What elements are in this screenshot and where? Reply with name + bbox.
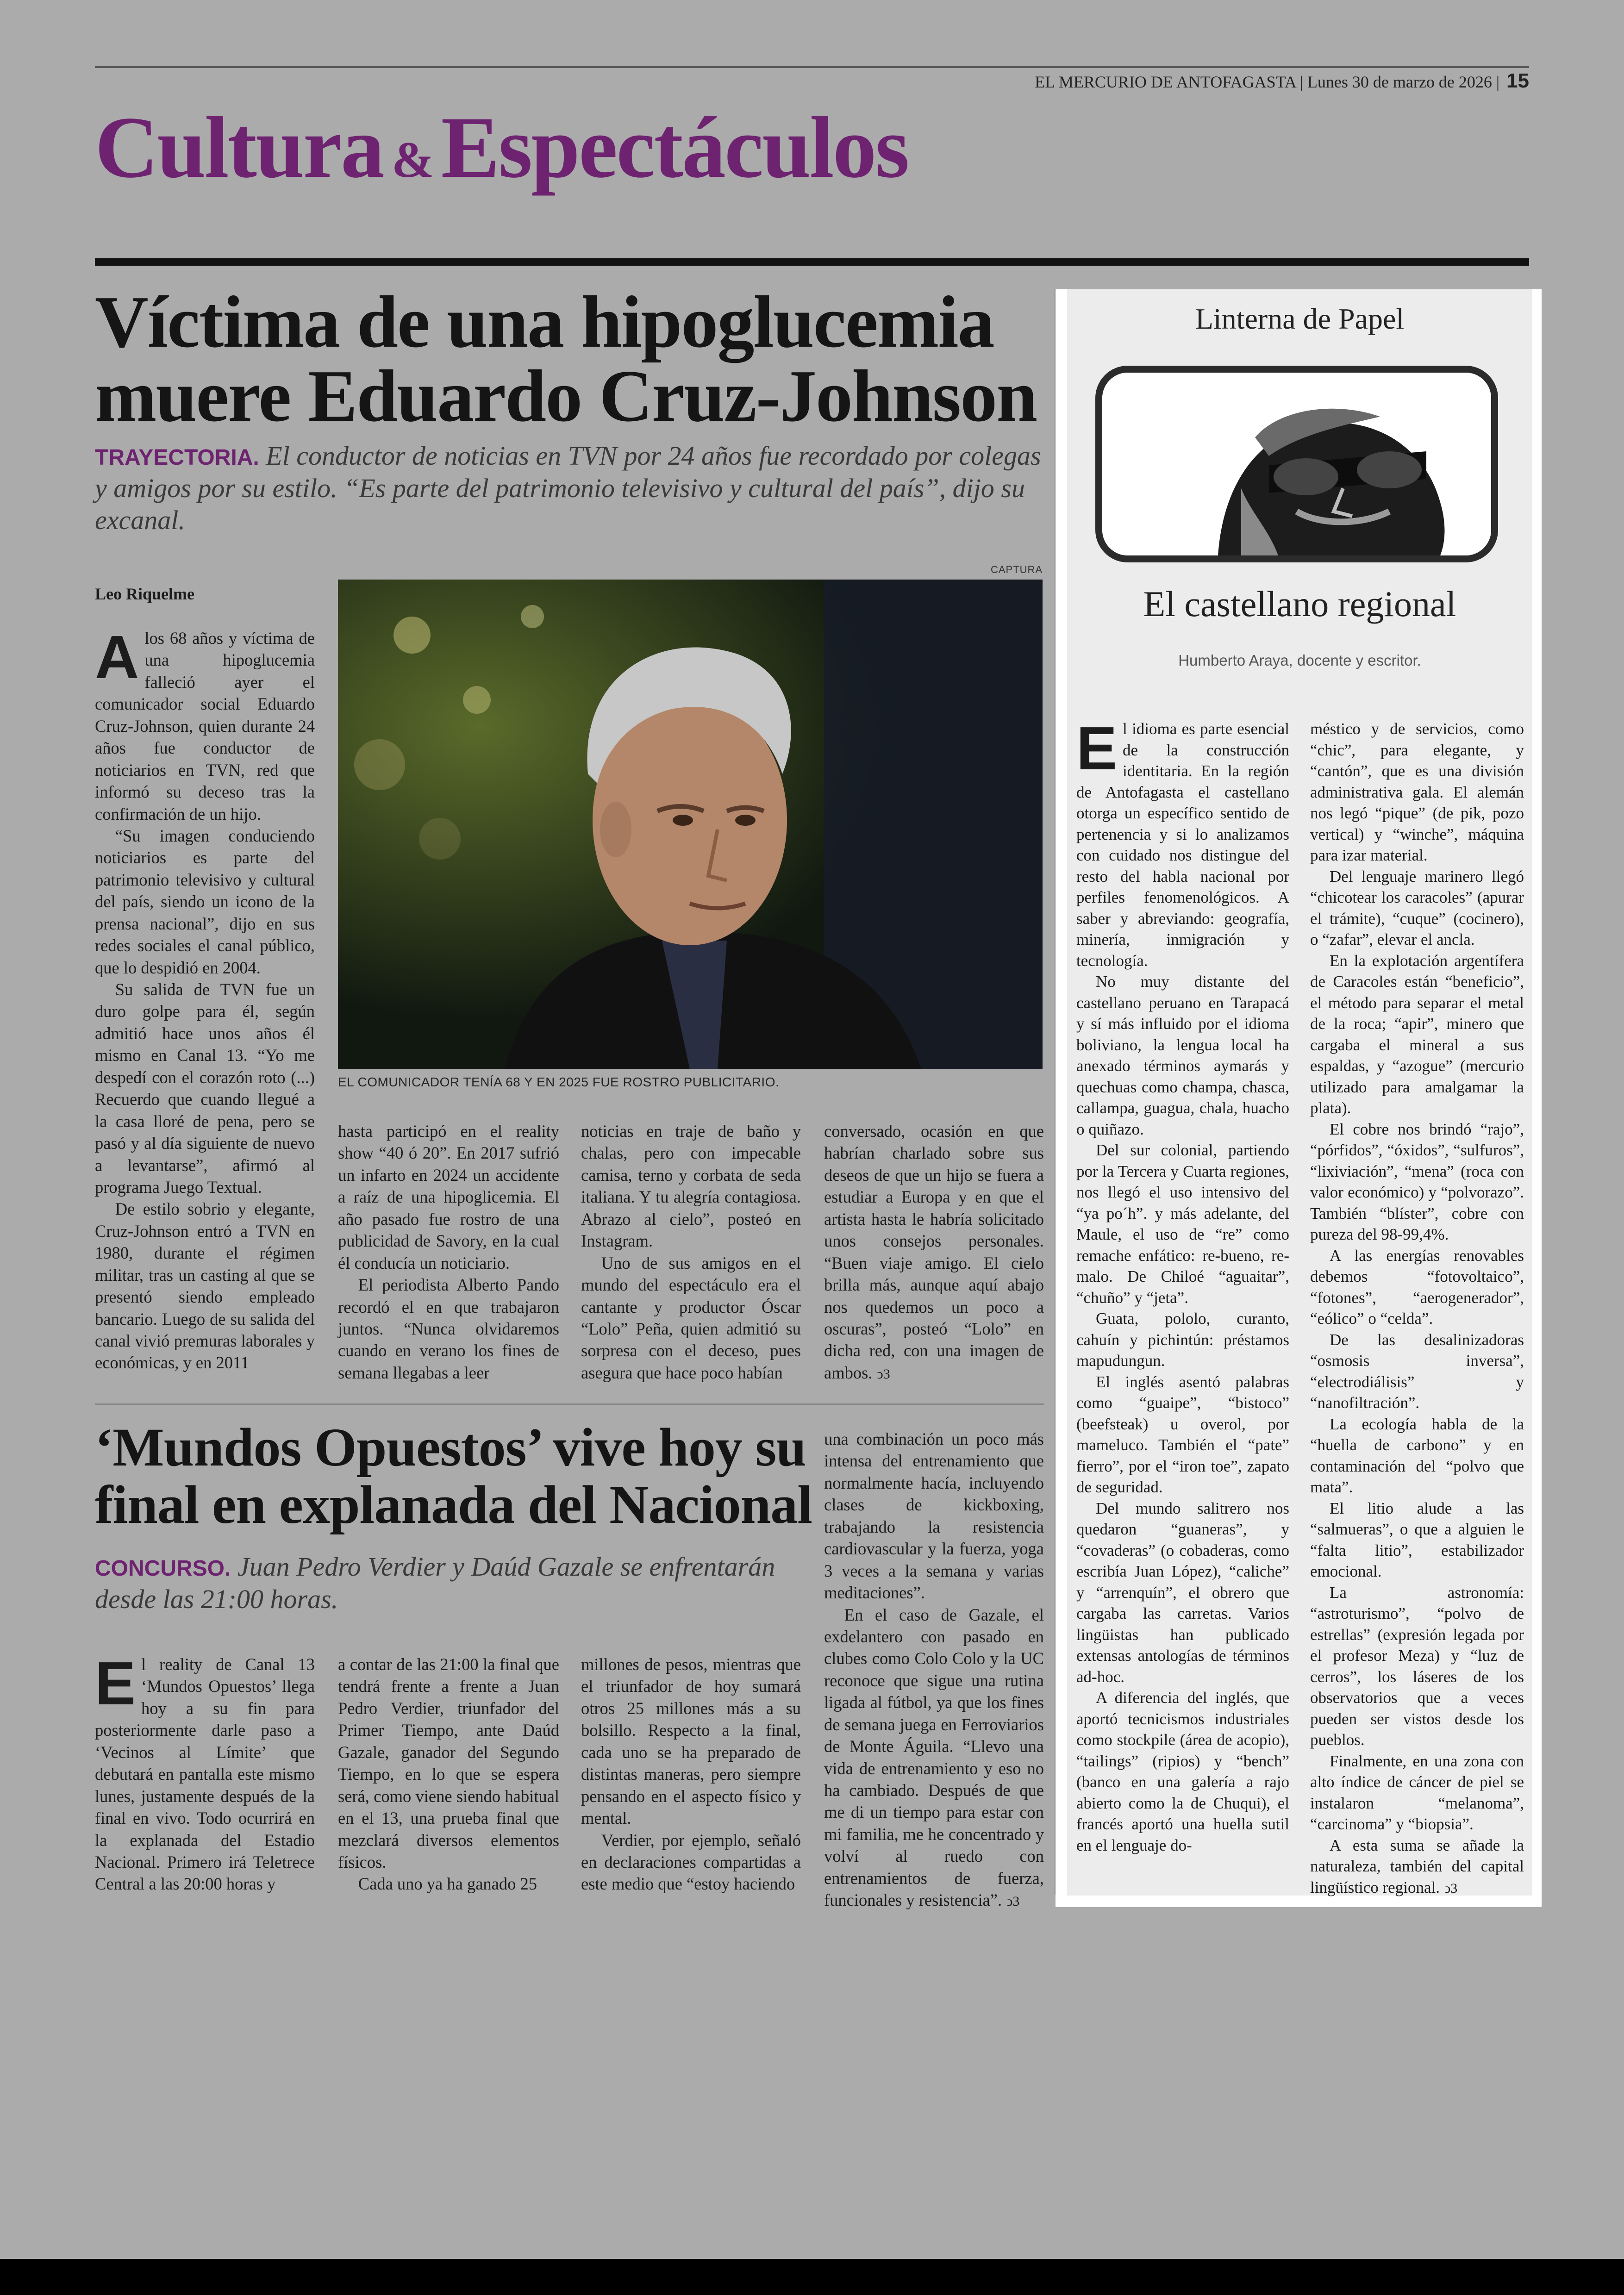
paragraph: méstico y de servicios, como “chic”, para elegante, y “cantón”, que es una división administrativa gala. El alemán nos legó “pique” (de pik, pozo vertical) y “winche”, máquina para izar material. bbox=[1310, 720, 1524, 864]
columnist-portrait bbox=[1095, 366, 1498, 562]
column-dropcap: E bbox=[1076, 714, 1118, 782]
second-column-1 bbox=[95, 1649, 315, 1895]
section-title-amp: & bbox=[391, 131, 433, 188]
paragraph-text: conversado, ocasión en que habrían charlado sobre sus deseos de que un hijo se fuera a estudiar a Europa y en que el artista hasta le habría solicitado unos consejos personales. “Buen viaje amigo. El cielo brilla más, aunque aquí abajo nos quedemos un poco a oscuras”, posteó “Lolo” en dicha red, con una imagen de ambos. bbox=[824, 1122, 1044, 1382]
masthead bbox=[1035, 69, 1529, 93]
second-column-3 bbox=[581, 1653, 801, 1895]
opinion-column-1 bbox=[1076, 714, 1289, 1856]
paragraph: El inglés asentó palabras como “guaipe”, “bistoco” (beefsteak) u overol, por mameluco. También el “pate” fierro”, por el “iron toe”, zapato de seguridad. bbox=[1076, 1372, 1289, 1496]
second-headline: ‘Mundos Opuestos’ vive hoy su final en explanada del Nacional bbox=[95, 1417, 812, 1535]
paragraph: El cobre nos brindó “rajo”, “pórfidos”, “óxidos”, “sulfuros”, “lixiviación”, “mena” (roca con valor económico) y “polvorazo”. También “blíster”, cobre con pureza del 98-99,4%. bbox=[1310, 1120, 1524, 1243]
paragraph bbox=[824, 1604, 1044, 1911]
paragraph: Guata, pololo, curanto, cahuín y pichintún: préstamos mapudungun. bbox=[1076, 1310, 1289, 1370]
paragraph: los 68 años y víctima de una hipoglucemia falleció ayer el comunicador social Eduardo Cruz-Johnson, quien durante 24 años fue conductor de noticiarios en TVN, red que informó su deceso tras la confirmación de un hijo. bbox=[95, 629, 315, 823]
paragraph: Su salida de TVN fue un duro golpe para él, según admitió hace unos años él mismo en Canal 13. “Yo me despedí con el corazón roto (...) Recuerdo que cuando llegué a la casa lloré de pena, pero se pasó y al día siguiente de nuevo a levantarse”, afirmó al programa Juego Textual. bbox=[95, 980, 315, 1197]
paragraph: Del mundo salitrero nos quedaron “guaneras”, y “covaderas” (o cobaderas, como escribía Juan López), “caliche” y “arrenquín”, el obrero que cargaba las carretas. Varios lingüistas han publicado extensas antologías de términos ad-hoc. bbox=[1076, 1499, 1289, 1686]
main-kicker: TRAYECTORIA. bbox=[95, 445, 259, 470]
page-number: 15 bbox=[1506, 69, 1529, 92]
top-rule bbox=[95, 66, 1529, 68]
news-photo bbox=[338, 580, 1043, 1069]
opinion-column-2 bbox=[1310, 718, 1524, 1898]
paragraph: Del lenguaje marinero llegó “chicotear los caracoles” (apurar el trámite), “cuque” (cocinero), o “zafar”, elevar el ancla. bbox=[1310, 867, 1524, 948]
end-mark: ↄ3 bbox=[877, 1366, 890, 1382]
paragraph bbox=[1310, 1835, 1524, 1898]
paragraph: El periodista Alberto Pando recordó el en que trabajaron juntos. “Nunca olvidaremos cuando en verano los fines de semana llegabas a leer bbox=[338, 1275, 559, 1382]
paragraph-text: En el caso de Gazale, el exdelantero con pasado en clubes como Colo Colo y la UC reconoce que sigue una rutina ligada al fútbol, ya que los fines de semana juega en Ferroviarios de Monte Águila. “Llevo una vida de entrenamiento y eso no ha cambiado. Después de que me di un tiempo para estar con mi familia, me he concentrado y volví al ruedo con entrenamientos de fuerza, funcionales y resistencia”. bbox=[824, 1605, 1044, 1910]
paragraph-text: A esta suma se añade la naturaleza, también del capital lingüístico regional. bbox=[1310, 1836, 1524, 1896]
paragraph bbox=[824, 1120, 1044, 1384]
section-title-part1: Cultura bbox=[95, 99, 383, 196]
photo-caption: EL COMUNICADOR TENÍA 68 Y EN 2025 FUE ROSTRO PUBLICITARIO. bbox=[338, 1075, 780, 1089]
main-column-2 bbox=[338, 1120, 559, 1384]
photo-credit: CAPTURA bbox=[991, 564, 1043, 575]
paragraph: a contar de las 21:00 la final que tendrá frente a frente a Juan Pedro Verdier, triunfador del Primer Tiempo, ante Daúd Gazale, ganador del Segundo Tiempo, en lo que se espera será, como viene siendo habitual en el 13, una prueba final que mezclará diversos elementos físicos. bbox=[338, 1655, 559, 1871]
viewer-bottom-bar bbox=[0, 2259, 1624, 2295]
section-title bbox=[95, 100, 908, 196]
column-author: Humberto Araya, docente y escritor. bbox=[1178, 652, 1421, 669]
paragraph: Cada uno ya ha ganado 25 bbox=[358, 1874, 537, 1894]
story-divider bbox=[95, 1403, 1044, 1405]
section-rule bbox=[95, 258, 1529, 266]
publication-date: Lunes 30 de marzo de 2026 bbox=[1307, 73, 1492, 91]
paragraph: Uno de sus amigos en el mundo del espectáculo era el cantante y productor Óscar “Lolo” Peña, quien admitió su sorpresa con el deceso, pues asegura que hace poco habían bbox=[581, 1253, 801, 1382]
paragraph: A las energías renovables debemos “fotovoltaico”, “fotones”, “aerogenerador”, “eólico” o “celda”. bbox=[1310, 1246, 1524, 1328]
end-mark: ↄ3 bbox=[1444, 1880, 1458, 1896]
main-deck bbox=[95, 440, 1053, 536]
paragraph: La ecología habla de la “huella de carbono” y en contaminación del “polvo que mata”. bbox=[1310, 1415, 1524, 1496]
paragraph: Verdier, por ejemplo, señaló en declaraciones compartidas a este medio que “estoy haciendo bbox=[581, 1830, 801, 1894]
paragraph: l idioma es parte esencial de la construcción identitaria. En la región de Antofagasta el castellano otorga un específico sentido de pertenencia y si lo analizamos con cuidado nos distingue del resto del habla nacional por perfiles fenomenológicos. A saber y abreviando: geografía, minería, inmigración y tecnología. bbox=[1076, 720, 1289, 970]
paragraph: En la explotación argentífera de Caracoles están “beneficio”, el método para separar el metal de la roca; “apir”, minero que cargaba el mineral a sus espaldas, y “azogue” (mercurio utilizado para amalgamar la plata). bbox=[1310, 951, 1524, 1117]
column-title: El castellano regional bbox=[1143, 584, 1456, 624]
masthead-sep: | bbox=[1496, 73, 1504, 91]
publication-name: EL MERCURIO DE ANTOFAGASTA bbox=[1035, 73, 1296, 91]
paragraph: noticias en traje de baño y chalas, pero con impecable camisa, terno y corbata de seda italiana. Y tu alegría contagiosa. Abrazo al cielo”, posteó en Instagram. bbox=[581, 1122, 801, 1251]
main-column-1 bbox=[95, 623, 315, 1374]
main-column-3 bbox=[581, 1120, 801, 1384]
columnist-illustration bbox=[1102, 373, 1491, 555]
column-series-title: Linterna de Papel bbox=[1195, 302, 1405, 335]
byline: Leo Riquelme bbox=[95, 585, 194, 603]
main-dropcap: A bbox=[95, 623, 139, 691]
paragraph: Finalmente, en una zona con alto índice de cáncer de piel se instalaron “melanoma”, “carcinoma” y “biopsia”. bbox=[1310, 1752, 1524, 1833]
main-headline: Víctima de una hipoglucemia muere Eduardo Cruz-Johnson bbox=[95, 281, 1037, 437]
masthead-sep: | bbox=[1299, 73, 1307, 91]
paragraph: De estilo sobrio y elegante, Cruz-Johnson entró a TVN en 1980, durante el régimen militar, tras un casting al que se presentó siendo empleado bancario. Luego de su salida del canal vivió premuras laborales y económicas, y en 2011 bbox=[95, 1199, 315, 1372]
end-mark: ↄ3 bbox=[1006, 1894, 1020, 1909]
paragraph: No muy distante del castellano peruano en Tarapacá y sí más influido por el idioma boliviano, la lengua local ha anexado términos aymarás y quechuas como champa, chasca, callampa, guagua, chala, huacho o quiñazo. bbox=[1076, 973, 1289, 1138]
paragraph: Del sur colonial, partiendo por la Tercera y Cuarta regiones, nos llegó el uso intensivo del “ya po´h”. y más adelante, del Maule, el uso de “re” como remache enfático: re-bueno, re-malo. De Chiloé “aguaitar”, “chuño” y “jeta”. bbox=[1076, 1141, 1289, 1307]
paragraph: hasta participó en el reality show “40 ó 20”. En 2017 sufrió un infarto en 2024 un accidente a raíz de una hipoglicemia. El año pasado fue rostro de una publicidad de Savory, en la cual él conducía un noticiario. bbox=[338, 1122, 559, 1272]
paragraph: una combinación un poco más intensa del entrenamiento que normalmente hacía, incluyendo clases de kickboxing, trabajando la resistencia cardiovascular y la fuerza, yoga 3 veces a la semana y varias meditaciones”. bbox=[824, 1429, 1044, 1603]
second-kicker: CONCURSO. bbox=[95, 1556, 231, 1581]
paragraph: “Su imagen conduciendo noticiarios es parte del patrimonio televisivo y cultural del país, siendo un icono de la prensa nacional”, dijo en sus redes sociales el canal público, que lo despidió en 2004. bbox=[95, 826, 315, 977]
paragraph: El litio alude a las “salmueras”, o que a alguien le “falta litio”, estabilizador emocional. bbox=[1310, 1499, 1524, 1580]
second-dropcap: E bbox=[95, 1649, 136, 1717]
main-deck-text: El conductor de noticias en TVN por 24 años fue recordado por colegas y amigos por su estilo. “Es parte del patrimonio televisivo y cultural del país”, dijo su excanal. bbox=[95, 441, 1041, 536]
paragraph: A diferencia del inglés, que aportó tecnicismos industriales como stockpile (área de acopio), “tailings” (ripios) y “bench” (banco en una galería a rajo abierto como la de Chuqui), el francés aportó una huella sutil en el lenguaje do- bbox=[1076, 1689, 1289, 1854]
main-column-4 bbox=[824, 1120, 1044, 1384]
second-column-2 bbox=[338, 1653, 559, 1895]
paragraph: l reality de Canal 13 ‘Mundos Opuestos’ llega hoy a su fin para posteriormente darle paso a ‘Vecinos al Límite’ que debutará en pantalla este mismo lunes, justamente después de la final en vivo. Todo ocurrirá en la explanada del Estadio Nacional. Primero irá Teletrece Central a las 20:00 horas y bbox=[95, 1655, 315, 1894]
second-deck-text: Juan Pedro Verdier y Daúd Gazale se enfrentarán desde las 21:00 horas. bbox=[95, 1552, 775, 1614]
paragraph: millones de pesos, mientras que el triunfador de hoy sumará otros 25 millones más a su bolsillo. Respecto a la final, cada uno se ha preparado de distintas maneras, pero siempre pensando en el aspecto físico y mental. bbox=[581, 1655, 801, 1828]
paragraph: De las desalinizadoras “osmosis inversa”, “electrodiálisis” y “nanofiltración”. bbox=[1310, 1330, 1524, 1412]
portrait-illustration bbox=[338, 580, 1043, 1069]
section-title-part2: Espectáculos bbox=[441, 99, 908, 196]
paragraph: La astronomía: “astroturismo”, “polvo de estrellas” (expresión legada por el profesor Meza) y “luz de cerros”, los láseres de los observatorios que a veces pueden ser vistos desde los pueblos. bbox=[1310, 1583, 1524, 1749]
second-column-4 bbox=[824, 1428, 1044, 1911]
second-deck bbox=[95, 1551, 808, 1615]
